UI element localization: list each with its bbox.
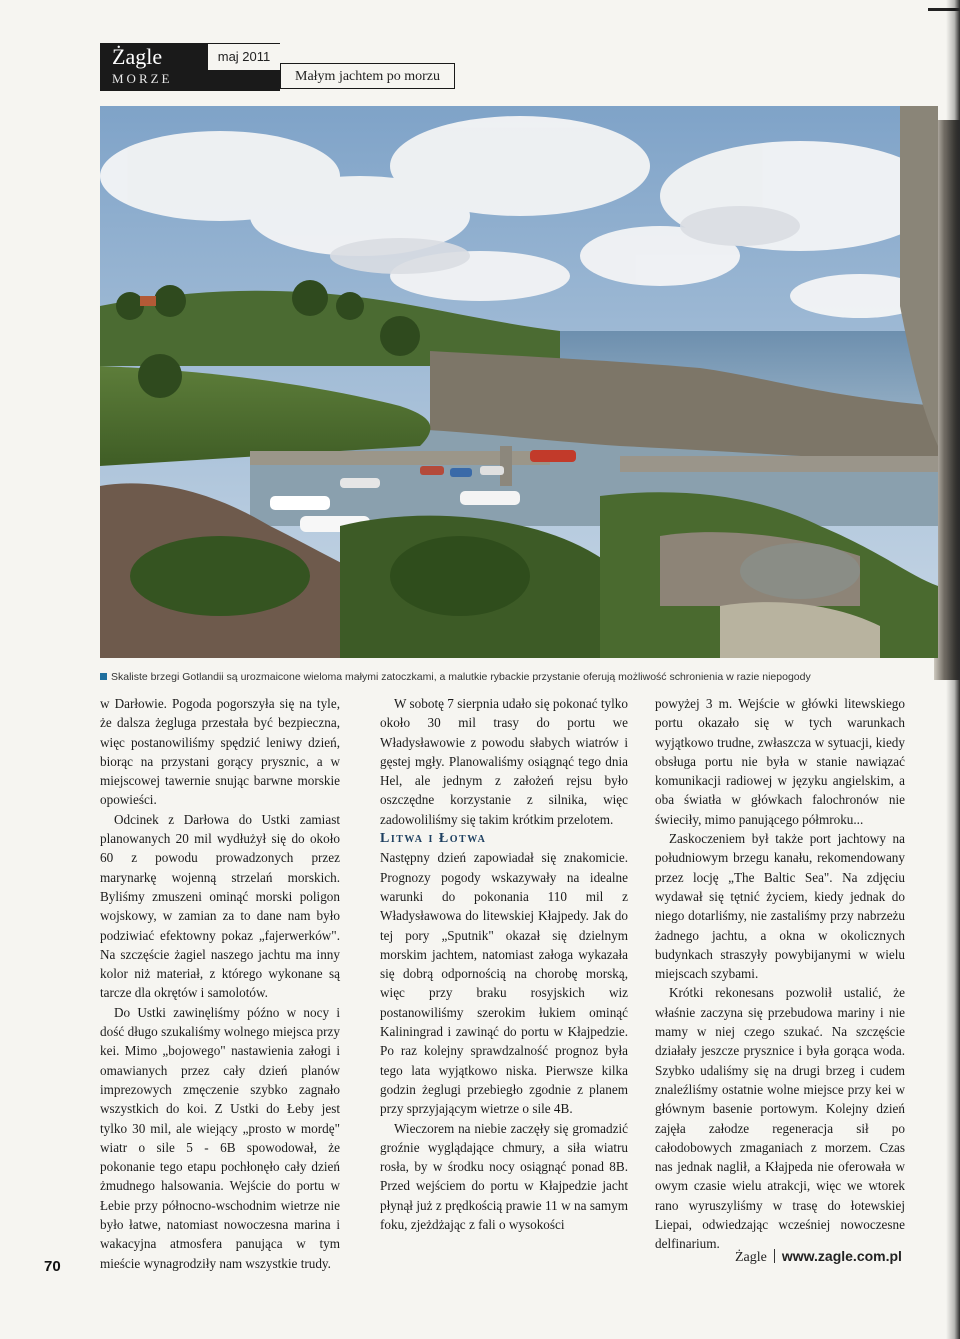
footer-magazine: Żagle bbox=[735, 1250, 767, 1265]
footer-divider bbox=[774, 1249, 775, 1263]
photo-harbor-icon bbox=[100, 106, 938, 658]
article-column-2 bbox=[380, 694, 628, 1234]
caption-text: Skaliste brzegi Gotlandii są urozmaicone wieloma małymi zatoczkami, a malutkie rybackie przystanie oferują możliwość schronienia w razie niepogody bbox=[111, 671, 811, 683]
article-column-1 bbox=[100, 694, 340, 1273]
footer bbox=[735, 1248, 902, 1266]
article-column-3 bbox=[655, 694, 905, 1254]
paragraph: powyżej 3 m. Wejście w główki litewskiego portu okazało się w tych warunkach wyjątkowo trudne, zwłaszcza w sytuacji, kiedy obsługa portu nie była w stanie nawiązać komunikacji radiowej w języku angielskim, a oba światła w główkach falochronów nie świeciły, mimo panującego półmroku... bbox=[655, 696, 905, 827]
paragraph: Wieczorem na niebie zaczęły się gromadzić groźnie wyglądające chmury, a siła wiatru rosła, by w środku nocy osiągnąć ponad 8B. Przed wejściem do portu w Kłajpedzie jacht płynął już z prędkością prawie 11 w na samym foku, zjeżdżając z fali o wysokości bbox=[380, 1120, 628, 1233]
paragraph: W sobotę 7 sierpnia udało się pokonać tylko około 30 mil trasy do portu we Władysławowie z powodu słabych wiatrów i gęstej mgły. Planowaliśmy osiągnąć tego dnia Hel, ale jednym z założeń rejsu było oszczędne korzystanie z silnika, więc zadowoliliśmy się takim krótkim przelotem. bbox=[380, 696, 628, 827]
footer-url-link[interactable]: www.zagle.com.pl bbox=[781, 1248, 902, 1264]
section-subheading: Litwa i Łotwa bbox=[380, 831, 487, 847]
spine-shadow bbox=[946, 0, 960, 1339]
magazine-logo: Żagle bbox=[112, 44, 163, 69]
photo-caption bbox=[100, 670, 940, 684]
harbor-photo bbox=[100, 106, 938, 658]
paragraph: Do Ustki zawinęliśmy późno w nocy i dość długo szukaliśmy wolnego miejsca przy kei. Mimo „bojowego" nastawienia załogi i omawianych przez cały dzień planów imprezowych zmęczenie szybko zagnało wszystkich do koi. Z Ustki do Łeby jest tylko 30 mil, ale wiejący „prosto w mordę" wiatr o sile 5 - 6B spowodował, że pokonanie tego etapu pochłonęło cały dzień żmudnego halsowania. Wejście do portu w Łebie przy północno-wschodnim wietrze nie było łatwe, natomiast nowoczesna marina i wakacyjna atmosfera panująca w tym mieście wynagrodziły nam wszystkie trudy. bbox=[100, 1004, 340, 1271]
page-number: 70 bbox=[44, 1258, 61, 1275]
paragraph: Krótki rekonesans pozwolił ustalić, że właśnie zaczyna się przebudowa mariny i nie mamy w niej czego szukać. Na szczęście działały jeszcze prysznice i była gorąca woda. Szybko udaliśmy się na drugi brzeg i cudem znaleźliśmy ostatnie wolne miejsce przy kei w głównym basenie portowym. Kolejny dzień zajęła załodze regeneracja sił po całodobowych zmaganiach z morzem. Czas nas jednak naglił, a Kłajpeda nie oferowała w owym czasie wielu atrakcji, więc we wtorek rano wyruszyliśmy w trasę do łotewskiej Liepai, odwiedzając wcześniej nowoczesne delfinarium. bbox=[655, 985, 905, 1252]
issue-date: maj 2011 bbox=[208, 43, 280, 70]
paragraph: Następny dzień zapowiadał się znakomicie. Prognozy pogody wskazywały na idealne warunki do pokonania 110 mil z Władysławowa do litewskiej Kłajpedy. Jak do tej pory „Sputnik" okazał się dzielnym morskim jachtem, natomiast załoga wykazała się dobrą odpornością na chorobę morską, więc przy braku rosyjskich wiz postanowiliśmy szerokim łukiem ominąć Kaliningrad i zawinąć do portu w Kłajpedzie. Po raz kolejny sprawdzalność prognoz była tego lata wyjątkowo niska. Pierwsze kilka godzin żeglugi przebiegło zgodnie z planem przy sprzyjającym wietrze o sile 4B. bbox=[380, 850, 628, 1117]
masthead bbox=[100, 43, 456, 91]
paragraph: w Darłowie. Pogoda pogorszyła się na tyle, że dalsza żegluga przestała być bezpieczna, więc postanowiliśmy spędzić leniwy dzień, biorąc na przystani gorący prysznic, a w miejscowej tawernie snując barwne morskie opowieści. bbox=[100, 696, 340, 808]
caption-marker-icon bbox=[100, 673, 107, 680]
section-label: MORZE bbox=[112, 71, 173, 86]
paragraph: Zaskoczeniem był także port jachtowy na południowym brzegu kanału, rekomendowany przez locję „The Baltic Sea". Na zdjęciu wydawał się tętnić życiem, kiedy jednak do niego dotarliśmy, nie zastaliśmy przy nabrzeżu żadnego jachtu, a okna w okolicznych budynkach straszyły powybijanymi w wielu miejscach szybami. bbox=[655, 831, 905, 982]
paragraph: Odcinek z Darłowa do Ustki zamiast planowanych 20 mil wydłużył się do około 60 z powodu prowadzonych przez marynarkę wojenną strzelań morskich. Byliśmy zmuszeni ominąć morski poligon wojskowy, w zamian za to dane nam było podziwiać efektowny pokaz „fajerwerków". Na szczęście żagiel naszego jachtu ma inny kolor niż materiał, z którego wykonane są tarcze dla okrętów i samolotów. bbox=[100, 811, 340, 1001]
article-title: Małym jachtem po morzu bbox=[280, 63, 455, 89]
